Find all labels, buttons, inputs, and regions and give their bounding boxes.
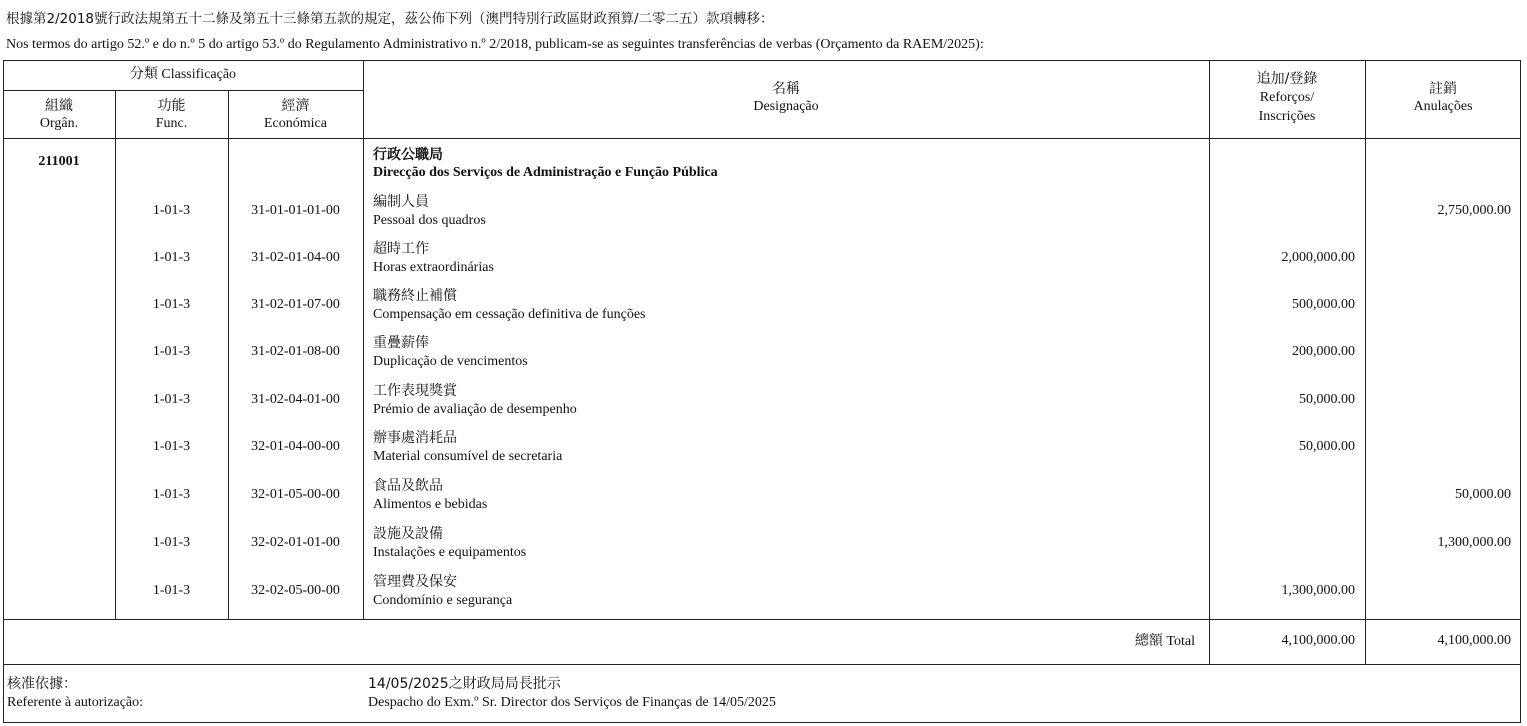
row-name-zh: 職務終止補償 — [373, 288, 457, 304]
row-reforco: 50,000.00 — [1299, 392, 1355, 407]
total-reforco: 4,100,000.00 — [1281, 633, 1355, 648]
authorization-label-pt: Referente à autorização: — [7, 695, 144, 710]
transfer-table — [3, 60, 1521, 723]
row-econ: 32-02-01-01-00 — [251, 535, 340, 550]
row-name-pt: Duplicação de vencimentos — [373, 354, 528, 369]
row-name-zh: 編制人員 — [373, 194, 429, 210]
row-name-zh: 設施及設備 — [373, 526, 443, 542]
row-econ: 31-02-04-01-00 — [251, 392, 340, 407]
row-econ: 31-01-01-01-00 — [251, 203, 340, 218]
row-func: 1-01-3 — [152, 535, 191, 550]
organ-name-pt: Direcção dos Serviços de Administração e Função Pública — [373, 165, 718, 180]
organ-code: 211001 — [38, 154, 80, 169]
row-func: 1-01-3 — [152, 297, 191, 312]
header-inscricoes-pt: Inscrições — [1258, 109, 1316, 124]
row-econ: 32-02-05-00-00 — [251, 583, 340, 598]
header-anulacoes-pt: Anulações — [1413, 99, 1473, 114]
row-name-pt: Horas extraordinárias — [373, 260, 494, 275]
row-func: 1-01-3 — [152, 250, 191, 265]
row-name-zh: 辦事處消耗品 — [373, 430, 457, 446]
row-func: 1-01-3 — [152, 583, 191, 598]
organ-name-zh: 行政公職局 — [373, 147, 443, 163]
row-func: 1-01-3 — [152, 392, 191, 407]
header-econ-zh: 經濟 — [281, 98, 310, 114]
total-label — [363, 633, 1195, 650]
row-econ: 31-02-01-07-00 — [251, 297, 340, 312]
header-func-pt: Func. — [155, 116, 188, 131]
header-designation-zh: 名稱 — [772, 81, 800, 97]
row-name-pt: Pessoal dos quadros — [373, 213, 486, 228]
authorization-value-zh: 14/05/2025之財政局局長批示 — [368, 676, 561, 692]
row-name-zh: 重疊薪俸 — [373, 335, 429, 351]
header-func-zh: 功能 — [157, 98, 186, 114]
row-func: 1-01-3 — [152, 487, 191, 502]
row-name-pt: Instalações e equipamentos — [373, 545, 527, 560]
row-anulacao: 2,750,000.00 — [1437, 203, 1511, 218]
intro-chinese: 根據第2/2018號行政法規第五十二條及第五十三條第五款的規定，茲公佈下列（澳門特別行政區財政預算/二零二五）款項轉移： — [6, 11, 774, 27]
header-econ-pt: Económica — [264, 116, 327, 131]
total-anulacao: 4,100,000.00 — [1437, 633, 1511, 648]
row-econ: 32-01-05-00-00 — [251, 487, 340, 502]
header-reforcos-zh: 追加/登錄 — [1256, 71, 1318, 87]
row-name-pt: Material consumível de secretaria — [373, 449, 563, 464]
row-econ: 31-02-01-08-00 — [251, 344, 340, 359]
header-organ-pt: Orgân. — [39, 116, 79, 131]
row-name-zh: 工作表現獎賞 — [373, 383, 457, 399]
row-name-zh: 超時工作 — [373, 241, 429, 257]
row-name-pt: Compensação em cessação definitiva de funções — [373, 307, 646, 322]
row-anulacao: 50,000.00 — [1455, 487, 1511, 502]
row-reforco: 50,000.00 — [1299, 439, 1355, 454]
row-reforco: 1,300,000.00 — [1281, 583, 1355, 598]
row-name-pt: Alimentos e bebidas — [373, 497, 488, 512]
row-reforco: 2,000,000.00 — [1281, 250, 1355, 265]
row-func: 1-01-3 — [152, 439, 191, 454]
intro-portuguese: Nos termos do artigo 52.º e do n.º 5 do artigo 53.º do Regulamento Administrativo n.º 2/2018, publicam-se as seguintes transferências de verbas (Orçamento da RAEM/2025): — [6, 37, 984, 52]
row-name-pt: Condomínio e segurança — [373, 593, 513, 608]
row-func: 1-01-3 — [152, 203, 191, 218]
total-label-zh: 總額 — [1134, 633, 1163, 649]
row-econ: 31-02-01-04-00 — [251, 250, 340, 265]
row-name-pt: Prémio de avaliação de desempenho — [373, 402, 577, 417]
row-econ: 32-01-04-00-00 — [251, 439, 340, 454]
row-reforco: 200,000.00 — [1292, 344, 1355, 359]
total-label-pt: Total — [1166, 634, 1195, 649]
header-organ-zh: 組織 — [45, 98, 73, 114]
row-reforco: 500,000.00 — [1292, 297, 1355, 312]
row-name-zh: 食品及飲品 — [373, 478, 443, 494]
authorization-value-pt: Despacho do Exm.º Sr. Director dos Serviços de Finanças de 14/05/2025 — [368, 695, 776, 710]
header-anulacoes-zh: 註銷 — [1429, 81, 1457, 97]
header-reforcos-pt: Reforços/ — [1259, 90, 1315, 105]
header-classification: 分類 Classificação — [129, 67, 237, 82]
row-anulacao: 1,300,000.00 — [1437, 535, 1511, 550]
authorization-label-zh: 核准依據： — [7, 676, 77, 692]
row-name-zh: 管理費及保安 — [373, 574, 457, 590]
row-func: 1-01-3 — [152, 344, 191, 359]
header-designation-pt: Designação — [753, 99, 819, 114]
